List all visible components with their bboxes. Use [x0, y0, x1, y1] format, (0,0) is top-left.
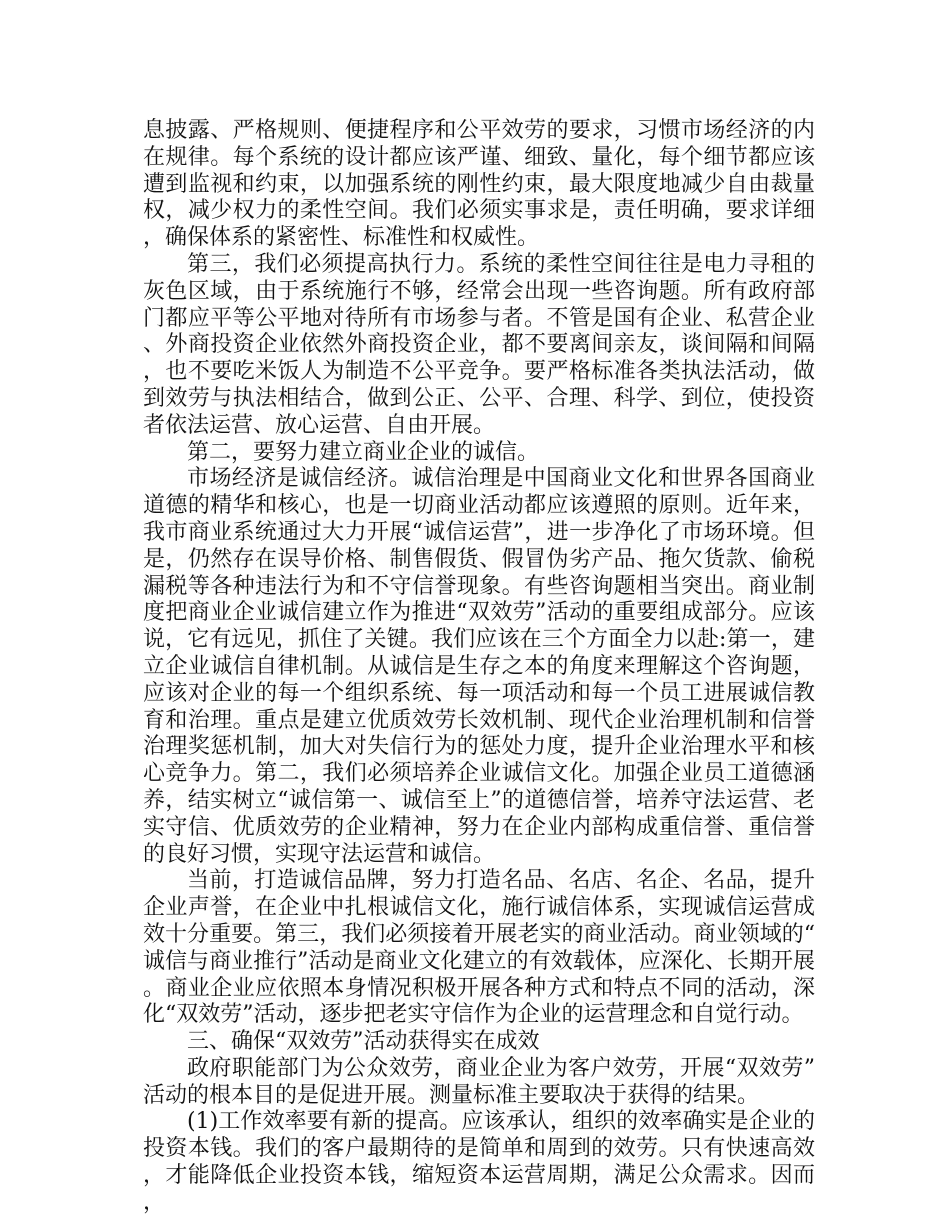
paragraph-3: 第二，要努力建立商业企业的诚信。 [187, 439, 540, 465]
paragraph-4: 市场经济是诚信经济。诚信治理是中国商业文化和世界各国商业道德的精华和核心，也是一切商业活动都应该遵照的原则。近年来，我市商业系统通过大力开展“诚信运营”，进一步净化了市场环境。但是，仍然存在误导价格、制售假货、假冒伪劣产品、拖欠货款、偷税漏税等各种违法行为和不守信誉现象。有些咨询题相当突出。商业制度把商业企业诚信建立作为推进“双效劳”活动的重要组成部分。应该说，它有远见，抓住了关键。我们应该在三个方面全力以赴:第一，建立企业诚信自律机制。从诚信是生存之本的角度来理解这个咨询题，应该对企业的每一个组织系统、每一项活动和每一个员工进展诚信教育和治理。重点是建立优质效劳长效机制、现代企业治理机制和信誉治理奖惩机制，加大对失信行为的惩处力度，提升企业治理水平和核心竞争力。第二，我们必须培养企业诚信文化。加强企业员工道德涵养，结实树立“诚信第一、诚信至上”的道德信誉，培养守法运营、老实守信、优质效劳的企业精神，努力在企业内部构成重信誉、重信誉的良好习惯，实现守法运营和诚信。 [143, 466, 815, 867]
paragraph-8: (1)工作效率要有新的提高。应该承认，组织的效率确实是企业的投资本钱。我们的客户最期待的是简单和周到的效劳。只有快速高效，才能降低企业投资本钱，缩短资本运营周期，满足公众需求。因而， [143, 1109, 815, 1215]
document-page [143, 118, 815, 1217]
paragraph-7: 政府职能部门为公众效劳，商业企业为客户效劳，开展“双效劳”活动的根本目的是促进开展。测量标准主要取决于获得的结果。 [143, 1055, 815, 1108]
paragraph-5: 当前，打造诚信品牌，努力打造名品、名店、名企、名品，提升企业声誉，在企业中扎根诚信文化，施行诚信体系，实现诚信运营成效十分重要。第三，我们必须接着开展老实的商业活动。商业领域的“诚信与商业推行”活动是商业文化建立的有效载体，应深化、长期开展。商业企业应依照本身情况积极开展各种方式和特点不同的活动，深化“双效劳”活动，逐步把老实守信作为企业的运营理念和自觉行动。 [143, 868, 815, 1028]
section-heading: 三、确保“双效劳”活动获得实在成效 [187, 1029, 540, 1055]
paragraph-2: 第三，我们必须提高执行力。系统的柔性空间往往是电力寻租的灰色区域，由于系统施行不够，经常会出现一些咨询题。所有政府部门都应平等公平地对待所有市场参与者。不管是国有企业、私营企业、外商投资企业依然外商投资企业，都不要离间亲友，谈间隔和间隔，也不要吃米饭人为制造不公平竞争。要严格标准各类执法活动，做到效劳与执法相结合，做到公正、公平、合理、科学、到位，使投资者依法运营、放心运营、自由开展。 [143, 251, 815, 438]
paragraph-1: 息披露、严格规则、便捷程序和公平效劳的要求，习惯市场经济的内在规律。每个系统的设计都应该严谨、细致、量化，每个细节都应该遭到监视和约束，以加强系统的刚性约束，最大限度地减少自由裁量权，减少权力的柔性空间。我们必须实事求是，责任明确，要求详细，确保体系的紧密性、标准性和权威性。 [143, 118, 815, 251]
